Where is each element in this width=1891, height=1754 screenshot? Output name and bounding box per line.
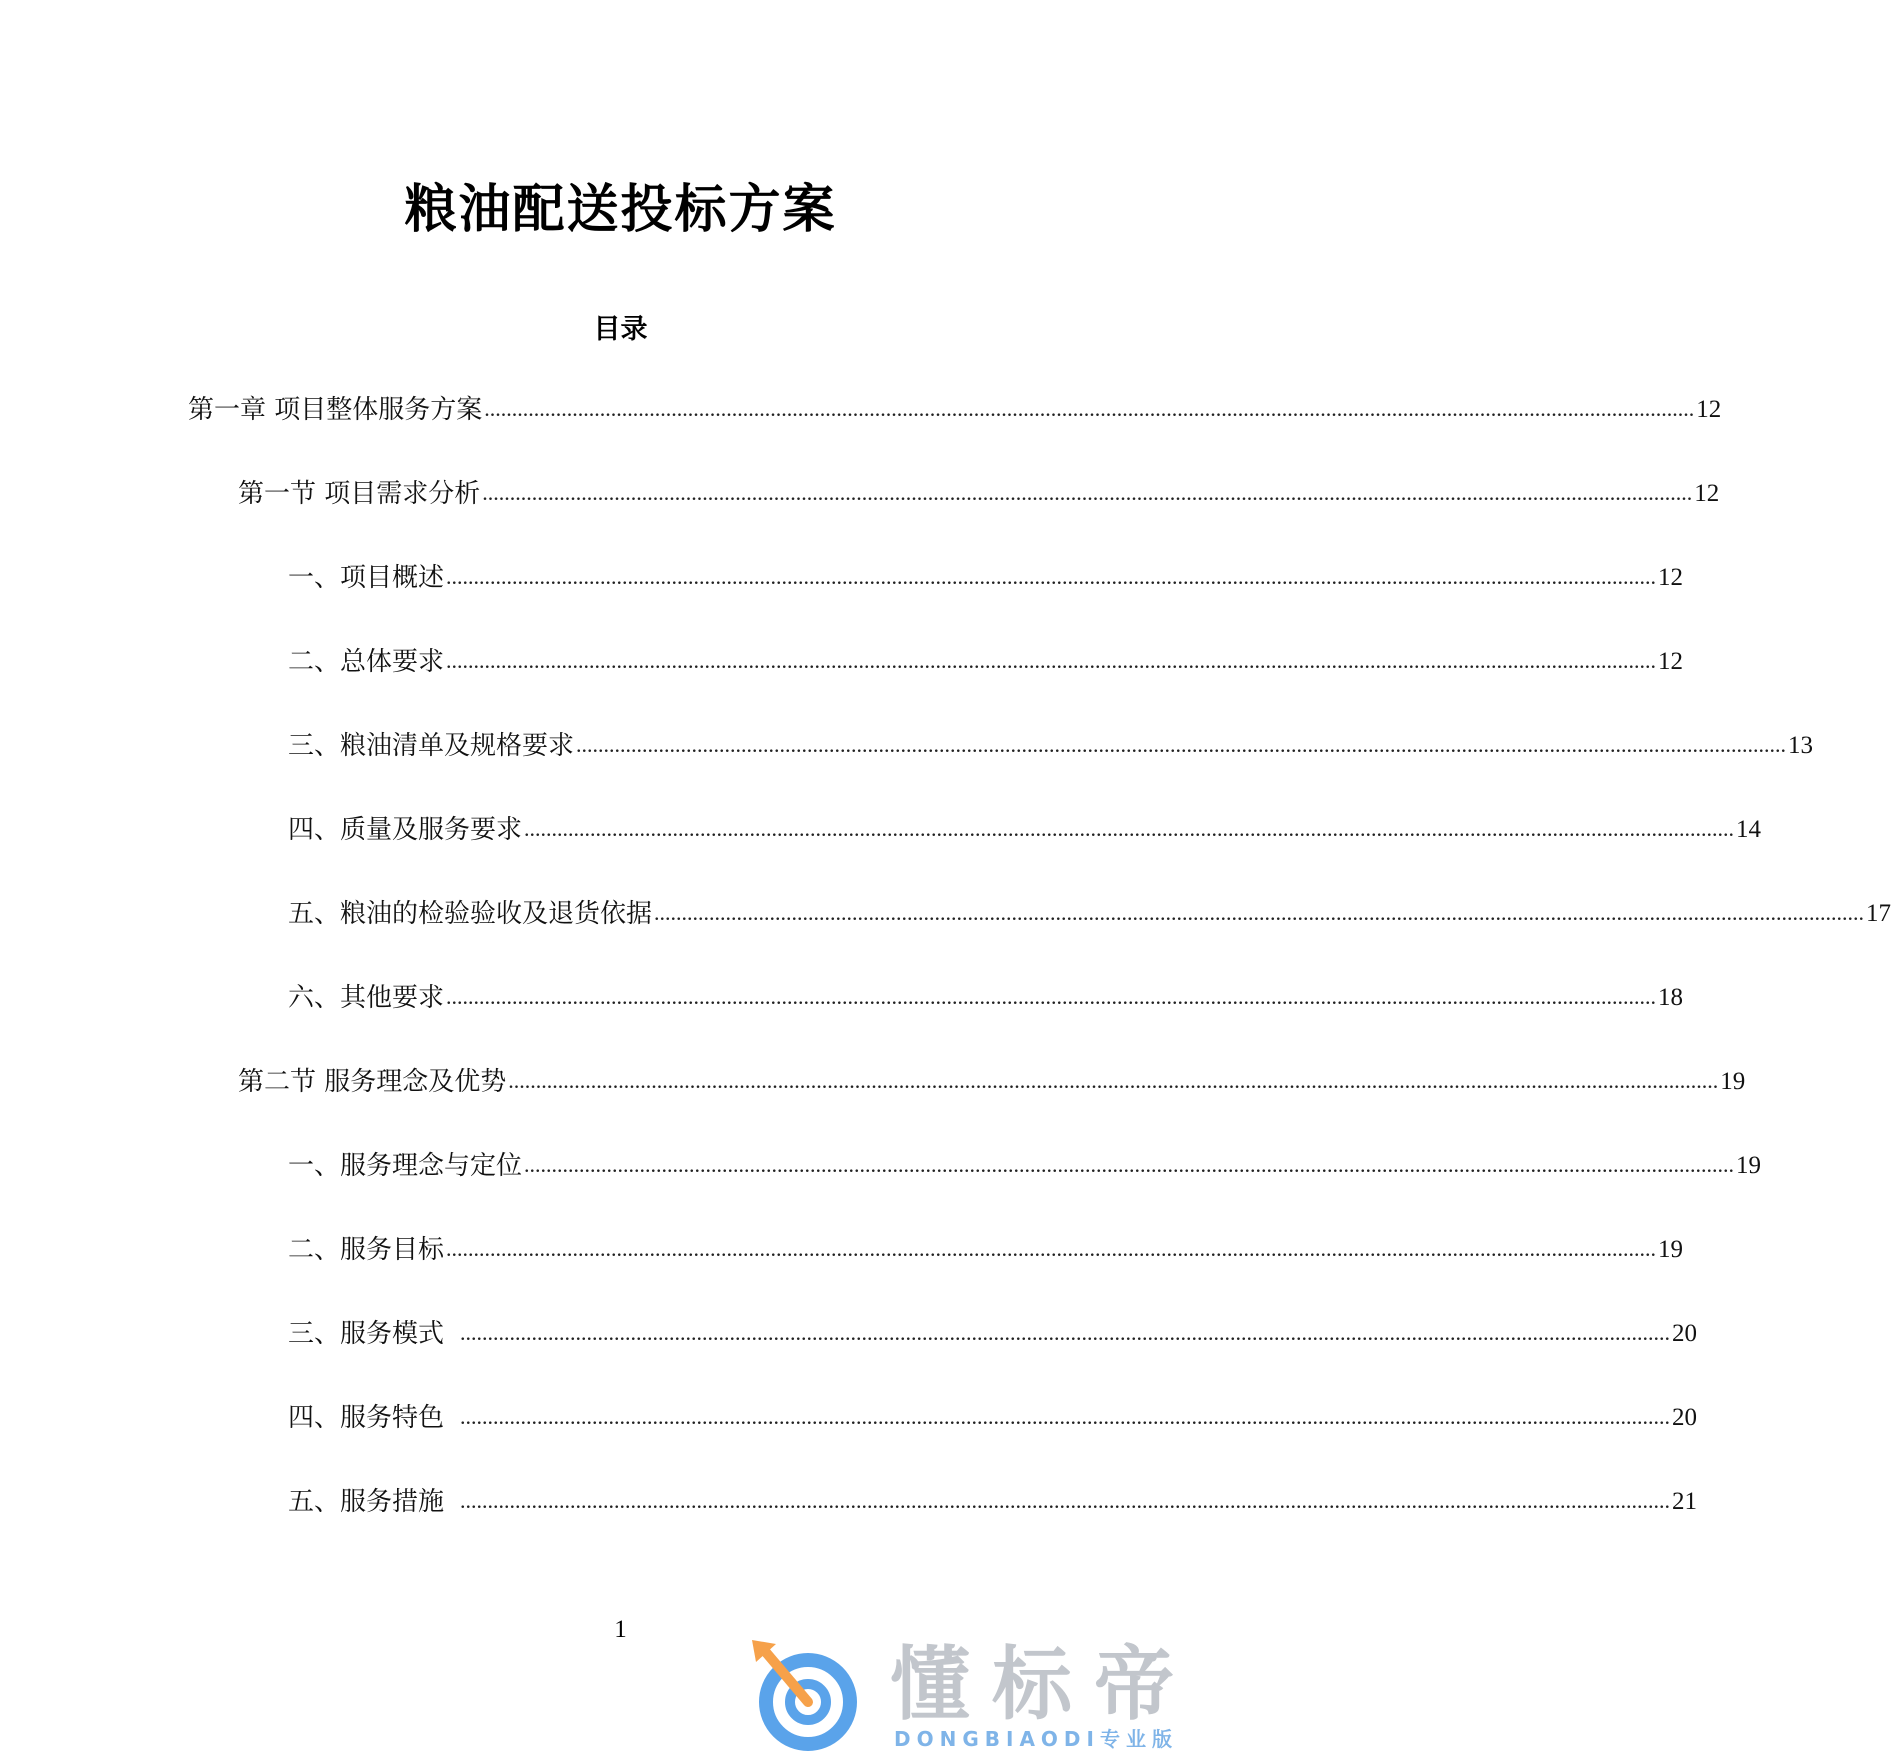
toc-leader-dots: ............................................................................................................................................................................................................................ bbox=[460, 1320, 1671, 1345]
toc-entry-page: 18 bbox=[1658, 984, 1684, 1011]
toc-entry-page: 19 bbox=[1658, 1236, 1684, 1263]
toc-entry-label: 第二节 服务理念及优势 bbox=[238, 1067, 507, 1097]
toc-entry-page: 12 bbox=[1658, 648, 1684, 675]
toc-leader-dots: ............................................................................................................................................................................................................................ bbox=[524, 1152, 1735, 1177]
toc-entry[interactable] bbox=[288, 560, 1684, 596]
toc-entry[interactable] bbox=[238, 1064, 1746, 1100]
toc-entry-page: 12 bbox=[1658, 564, 1684, 591]
watermark-logo bbox=[742, 1636, 1222, 1754]
toc-entry[interactable] bbox=[288, 812, 1762, 848]
toc-entry[interactable] bbox=[288, 728, 1814, 764]
toc-heading: 目录 bbox=[593, 314, 648, 345]
toc-entry-page: 14 bbox=[1736, 816, 1762, 843]
toc-leader-dots: ............................................................................................................................................................................................................................ bbox=[482, 480, 1693, 505]
toc-entry[interactable] bbox=[188, 392, 1722, 428]
toc-entry-page: 12 bbox=[1696, 396, 1722, 423]
toc-entry-label: 四、服务特色 bbox=[288, 1403, 445, 1433]
target-icon bbox=[742, 1636, 882, 1754]
toc-entry-label: 三、服务模式 bbox=[288, 1319, 445, 1349]
toc-entry-label: 第一节 项目需求分析 bbox=[238, 479, 481, 509]
toc-entry-page: 21 bbox=[1672, 1488, 1698, 1515]
toc-entry[interactable] bbox=[288, 1484, 1698, 1520]
toc-leader-dots: ............................................................................................................................................................................................................................ bbox=[446, 984, 1657, 1009]
toc-entry-page: 19 bbox=[1720, 1068, 1746, 1095]
toc-leader-dots: ............................................................................................................................................................................................................................ bbox=[446, 564, 1657, 589]
toc-leader-dots: ............................................................................................................................................................................................................................ bbox=[484, 396, 1695, 421]
toc-entry[interactable] bbox=[288, 644, 1684, 680]
toc-entry-label: 三、粮油清单及规格要求 bbox=[288, 731, 575, 761]
toc-entry-label: 一、服务理念与定位 bbox=[288, 1151, 523, 1181]
toc-leader-dots: ............................................................................................................................................................................................................................ bbox=[654, 900, 1865, 925]
toc-entry-label: 四、质量及服务要求 bbox=[288, 815, 523, 845]
toc-entry-label: 第一章 项目整体服务方案 bbox=[188, 395, 483, 425]
toc-entry[interactable] bbox=[288, 896, 1891, 932]
toc-entry[interactable] bbox=[238, 476, 1720, 512]
toc-leader-dots: ............................................................................................................................................................................................................................ bbox=[460, 1488, 1671, 1513]
toc-entry[interactable] bbox=[288, 1316, 1698, 1352]
page-number: 1 bbox=[614, 1616, 627, 1643]
toc-entry[interactable] bbox=[288, 1400, 1698, 1436]
toc-leader-dots: ............................................................................................................................................................................................................................ bbox=[460, 1404, 1671, 1429]
toc-entry[interactable] bbox=[288, 1148, 1762, 1184]
toc-entry-page: 20 bbox=[1672, 1404, 1698, 1431]
toc-entry-page: 20 bbox=[1672, 1320, 1698, 1347]
toc-leader-dots: ............................................................................................................................................................................................................................ bbox=[446, 1236, 1657, 1261]
toc-entry-label: 五、粮油的检验验收及退货依据 bbox=[288, 899, 653, 929]
toc-entry-label: 二、总体要求 bbox=[288, 647, 445, 677]
document-title: 粮油配送投标方案 bbox=[404, 180, 837, 240]
toc-entry-page: 13 bbox=[1788, 732, 1814, 759]
toc-entry-label: 二、服务目标 bbox=[288, 1235, 445, 1265]
toc-entry-page: 12 bbox=[1694, 480, 1720, 507]
toc-entry-page: 19 bbox=[1736, 1152, 1762, 1179]
toc-entry-label: 五、服务措施 bbox=[288, 1487, 445, 1517]
toc-leader-dots: ............................................................................................................................................................................................................................ bbox=[446, 648, 1657, 673]
toc-entry[interactable] bbox=[288, 1232, 1684, 1268]
watermark-brand-name: 懂标帝 bbox=[890, 1638, 1196, 1731]
toc-entry-label: 六、其他要求 bbox=[288, 983, 445, 1013]
toc-entry-page: 17 bbox=[1866, 900, 1891, 927]
toc-entry-label: 一、项目概述 bbox=[288, 563, 445, 593]
toc-leader-dots: ............................................................................................................................................................................................................................ bbox=[508, 1068, 1719, 1093]
toc-leader-dots: ............................................................................................................................................................................................................................ bbox=[576, 732, 1787, 757]
watermark-brand-subtitle: DONGBIAODI专业版 bbox=[894, 1727, 1178, 1751]
toc-leader-dots: ............................................................................................................................................................................................................................ bbox=[524, 816, 1735, 841]
toc-entry[interactable] bbox=[288, 980, 1684, 1016]
